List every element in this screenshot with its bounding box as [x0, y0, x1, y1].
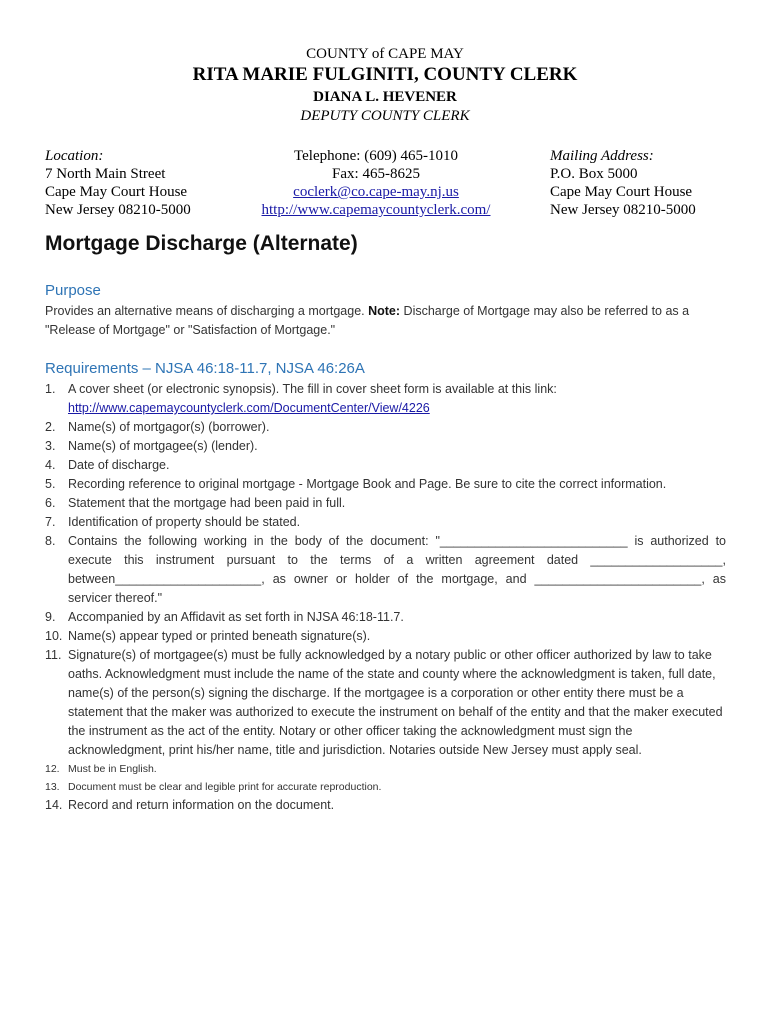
phone-web-block	[230, 147, 522, 219]
cover-sheet-link[interactable]: http://www.capemaycountyclerk.com/DocumentCenter/View/4226	[68, 401, 430, 415]
list-item-number: 6.	[45, 496, 56, 510]
requirements-list	[45, 380, 726, 815]
deputy-name: DIANA L. HEVENER	[313, 89, 457, 105]
list-item	[45, 608, 726, 627]
deputy-title: DEPUTY COUNTY CLERK	[300, 108, 470, 124]
location-label: Location:	[45, 148, 104, 164]
list-item-text: Name(s) of mortgagee(s) (lender).	[68, 439, 258, 453]
location-line-2: Cape May Court House	[45, 184, 188, 200]
page-title: Mortgage Discharge (Alternate)	[45, 232, 358, 255]
location-block	[45, 147, 191, 219]
list-item-text: Date of discharge.	[68, 458, 170, 472]
list-item	[45, 760, 726, 778]
list-item-text: Name(s) appear typed or printed beneath signature(s).	[68, 629, 371, 643]
county-name: COUNTY of CAPE MAY	[306, 46, 464, 62]
location-line-3: New Jersey 08210-5000	[45, 202, 191, 218]
list-item-number: 2.	[45, 420, 56, 434]
mailing-line-1: P.O. Box 5000	[550, 166, 638, 182]
list-item	[45, 778, 726, 796]
list-item-number: 14.	[45, 798, 63, 812]
location-line-1: 7 North Main Street	[45, 166, 166, 182]
list-item	[45, 437, 726, 456]
list-item-number: 13.	[45, 781, 60, 793]
list-item-text: Record and return information on the document.	[68, 798, 335, 812]
list-item	[45, 532, 726, 608]
list-item-text: Document must be clear and legible print for accurate reproduction.	[68, 781, 382, 793]
list-item-number: 1.	[45, 382, 56, 396]
requirements-heading: Requirements – NJSA 46:18-11.7, NJSA 46:26A	[45, 360, 365, 377]
list-item	[45, 627, 726, 646]
list-item-number: 7.	[45, 515, 56, 529]
mailing-line-3: New Jersey 08210-5000	[550, 202, 696, 218]
purpose-text-before: Provides an alternative means of discharging a mortgage.	[45, 304, 369, 318]
list-item	[45, 456, 726, 475]
list-item	[45, 513, 726, 532]
purpose-text-after: Discharge of Mortgage may also be referred to as a "Release of Mortgage" or "Satisfaction of Mortgage."	[45, 304, 690, 337]
purpose-text	[45, 302, 725, 340]
list-item-number: 12.	[45, 763, 60, 775]
list-item-number: 5.	[45, 477, 56, 491]
list-item	[45, 494, 726, 513]
list-item-text: Recording reference to original mortgage - Mortgage Book and Page. Be sure to cite the correct information.	[68, 477, 667, 491]
note-label: Note:	[368, 304, 401, 318]
mailing-label: Mailing Address:	[550, 148, 654, 164]
list-item-text: Name(s) of mortgagor(s) (borrower).	[68, 420, 270, 434]
telephone: Telephone: (609) 465-1010	[294, 148, 458, 164]
list-item	[45, 418, 726, 437]
list-item-text: Identification of property should be stated.	[68, 515, 301, 529]
county-clerk-name: RITA MARIE FULGINITI, COUNTY CLERK	[192, 64, 578, 85]
list-item	[45, 380, 726, 418]
list-item	[45, 796, 726, 815]
fax: Fax: 465-8625	[332, 166, 420, 182]
mailing-block	[550, 147, 696, 219]
list-item-number: 9.	[45, 610, 56, 624]
list-item-text: Statement that the mortgage had been paid in full.	[68, 496, 346, 510]
list-item-number: 10.	[45, 629, 63, 643]
website-link[interactable]: http://www.capemaycountyclerk.com/	[261, 202, 491, 218]
list-item-number: 3.	[45, 439, 56, 453]
purpose-heading: Purpose	[45, 282, 101, 299]
list-item	[45, 646, 726, 760]
list-item-text: Signature(s) of mortgagee(s) must be fully acknowledged by a notary public or other officer authorized by law to take oaths. Acknowledgment must include the name of the state and county where the acknowledgment is taken, full date, name(s) of the person(s) signing the discharge. If the mortgagee is a corporation or other entity there must be a statement that the maker was authorized to execute the instrument on behalf of the entity and that the maker executed the instrument as the act of the entity. Notary or other officer taking the acknowledgment must sign the acknowledgment, print his/her name, title and jurisdiction. Notaries outside New Jersey must apply seal.	[68, 648, 723, 757]
list-item-number: 11.	[45, 648, 62, 662]
list-item-text: Must be in English.	[68, 763, 157, 775]
email-link[interactable]: coclerk@co.cape-may.nj.us	[293, 184, 459, 200]
list-item	[45, 475, 726, 494]
mailing-line-2: Cape May Court House	[550, 184, 693, 200]
list-item-text: Contains the following working in the body of the document: "___________________________ is authorized to execute this instrument pursuant to the terms of a written agreement dated ___________________, between_____________________, as owner or holder of the mortgage, and ________________________, as servicer thereof."	[68, 534, 726, 605]
list-item-number: 4.	[45, 458, 56, 472]
list-item-text: A cover sheet (or electronic synopsis). The fill in cover sheet form is available at this link:	[68, 382, 557, 396]
list-item-number: 8.	[45, 534, 56, 548]
list-item-text: Accompanied by an Affidavit as set forth in NJSA 46:18-11.7.	[68, 610, 404, 624]
